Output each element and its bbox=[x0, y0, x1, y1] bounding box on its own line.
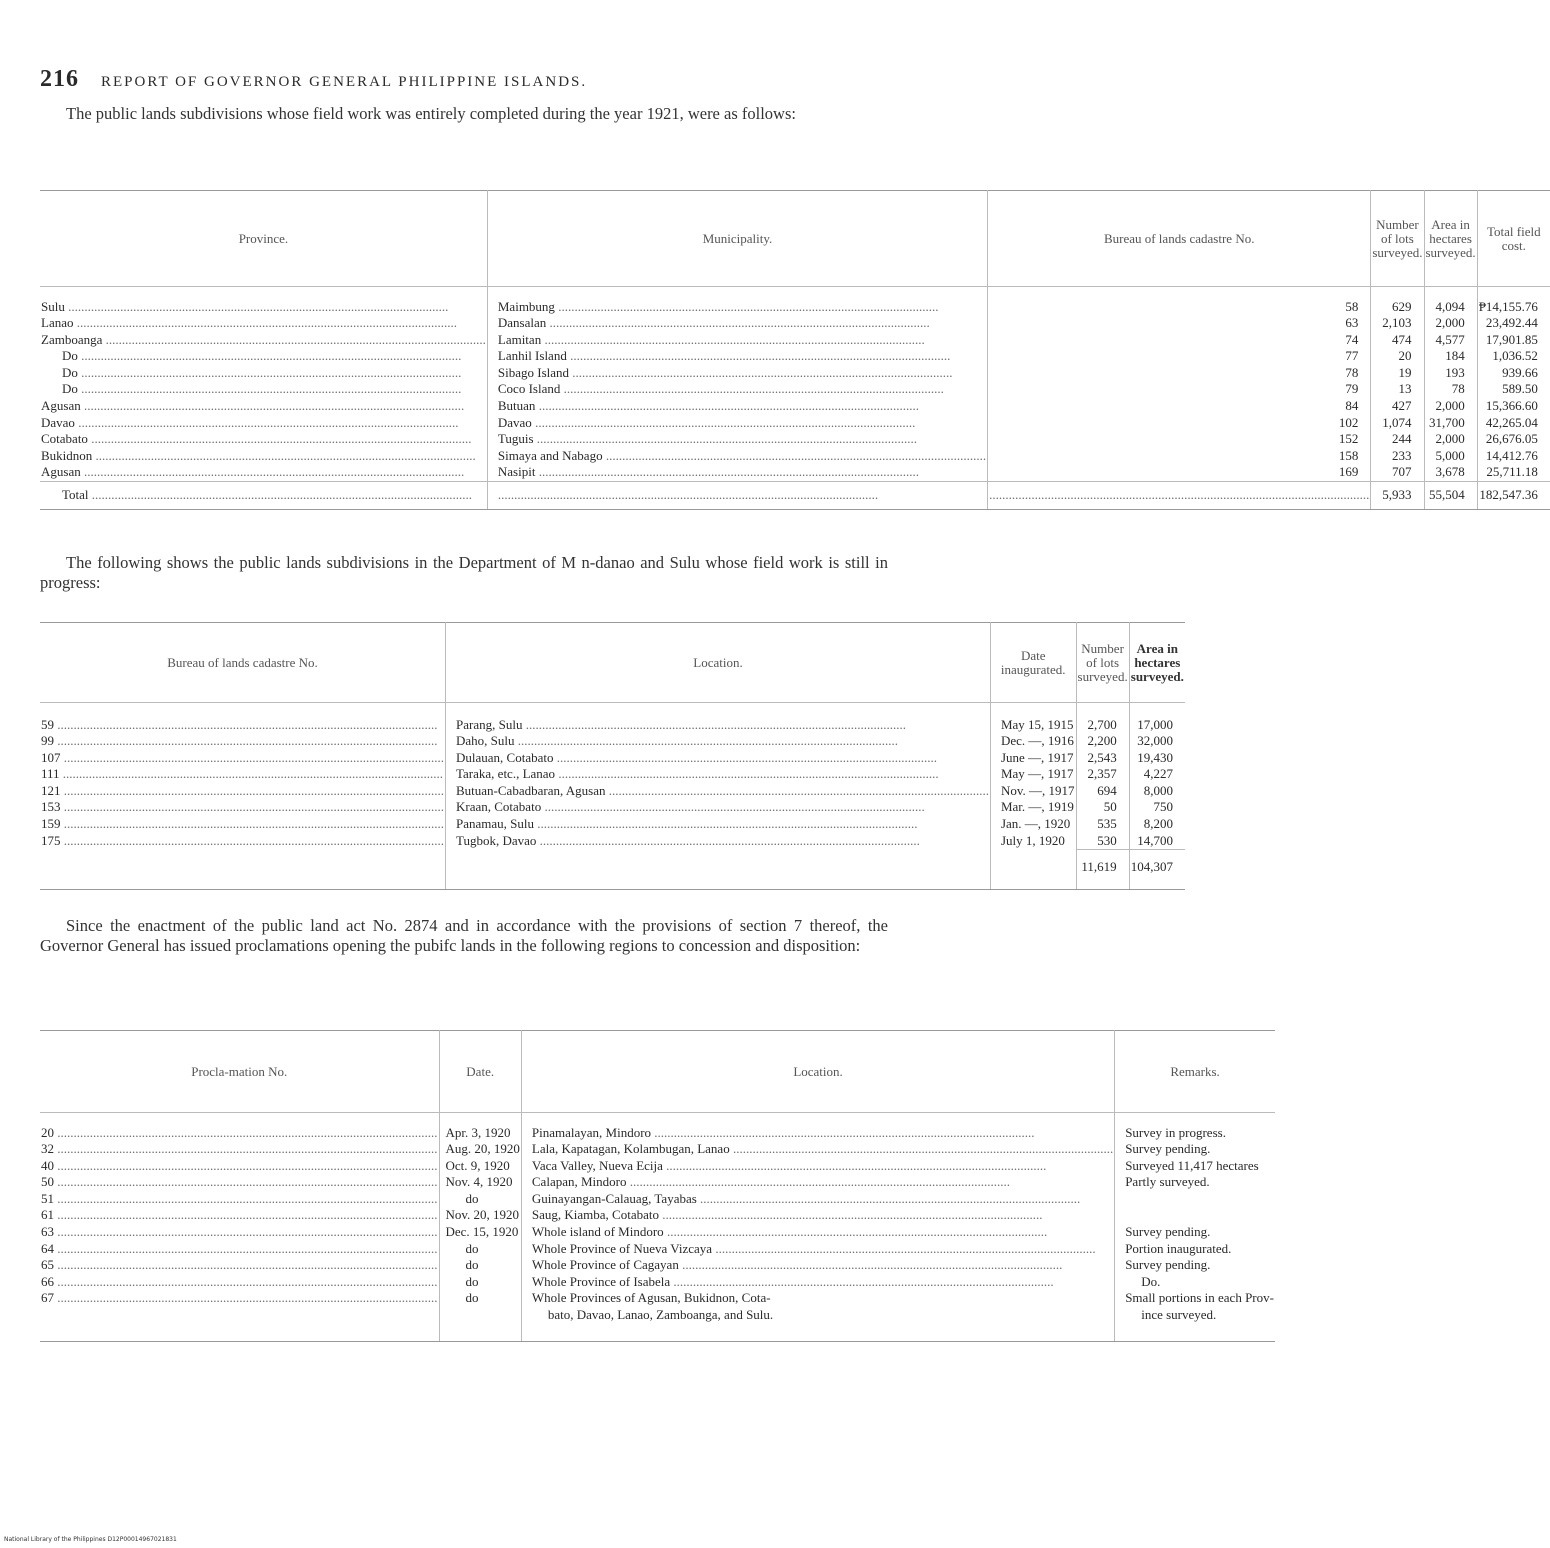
table-row: Do ..... Lanhil Island ..... 77 20 184 1,036.52 bbox=[40, 348, 1550, 365]
table-row: 20 ..... Apr. 3, 1920 Pinamalayan, Mindoro ..... Survey in progress. bbox=[40, 1125, 1275, 1142]
table-header-row bbox=[40, 1031, 1275, 1113]
paragraph-proclamations-intro: Since the enactment of the public land act No. 2874 and in accordance with the provisions of section 7 thereof, the Governor General has issued proclamations opening the pubifc lands in the following regions to concession and disposition: bbox=[40, 916, 888, 955]
running-title: REPORT OF GOVERNOR GENERAL PHILIPPINE ISLANDS. bbox=[101, 74, 588, 90]
table-row: 111 ..... Taraka, etc., Lanao ..... May —, 1917 2,357 4,227 bbox=[40, 766, 1185, 783]
table-row: 159 ..... Panamau, Sulu ..... Jan. —, 1920 535 8,200 bbox=[40, 816, 1185, 833]
paragraph-completed-intro: The public lands subdivisions whose field work was entirely completed during the year 1921, were as follows: bbox=[66, 104, 796, 123]
total-lots: 5,933 bbox=[1371, 482, 1424, 510]
table-row: 51 ..... do Guinayangan-Calauag, Tayabas ..... bbox=[40, 1191, 1275, 1208]
col-header-cost: Total field cost. bbox=[1477, 191, 1550, 287]
table-header-row bbox=[40, 191, 1550, 287]
table-row: Agusan ..... Nasipit ..... 169 707 3,678 25,711.18 bbox=[40, 464, 1550, 481]
col-header-area: Area in hectares surveyed. bbox=[1424, 191, 1477, 287]
table-row: 61 ..... Nov. 20, 1920 Saug, Kiamba, Cotabato ..... bbox=[40, 1207, 1275, 1224]
completed-subdivisions-table bbox=[40, 190, 1550, 510]
col-header-cadastre: Bureau of lands cadastre No. bbox=[988, 191, 1371, 287]
col-header-municipality: Municipality. bbox=[487, 191, 987, 287]
table-row: 65 ..... do Whole Province of Cagayan ..... Survey pending. bbox=[40, 1257, 1275, 1274]
col-header-location: Location. bbox=[446, 623, 991, 703]
table-row-continuation: bato, Davao, Lanao, Zamboanga, and Sulu. ince surveyed. bbox=[40, 1307, 1275, 1341]
col-header-cadastre: Bureau of lands cadastre No. bbox=[40, 623, 446, 703]
table-header-row bbox=[40, 623, 1185, 703]
table-row: 63 ..... Dec. 15, 1920 Whole island of Mindoro ..... Survey pending. bbox=[40, 1224, 1275, 1241]
table-total-row bbox=[40, 482, 1550, 510]
proclamations-table bbox=[40, 1030, 1275, 1342]
table-row: 59 ..... Parang, Sulu ..... May 15, 1915 2,700 17,000 bbox=[40, 717, 1185, 734]
total-lots: 11,619 bbox=[1076, 850, 1129, 890]
table-row: 107 ..... Dulauan, Cotabato ..... June —, 1917 2,543 19,430 bbox=[40, 750, 1185, 767]
total-label: Total ..... bbox=[40, 482, 487, 510]
col-header-remarks: Remarks. bbox=[1115, 1031, 1275, 1113]
running-head bbox=[40, 66, 900, 93]
table-row: 67 ..... do Whole Provinces of Agusan, Bukidnon, Cota- Small portions in each Prov- bbox=[40, 1290, 1275, 1307]
table-row: 121 ..... Butuan-Cabadbaran, Agusan ..... Nov. —, 1917 694 8,000 bbox=[40, 783, 1185, 800]
total-area: 55,504 bbox=[1424, 482, 1477, 510]
table-row: 32 ..... Aug. 20, 1920 Lala, Kapatagan, Kolambugan, Lanao ..... Survey pending. bbox=[40, 1141, 1275, 1158]
col-header-proclamation: Procla-mation No. bbox=[40, 1031, 439, 1113]
table-row: 66 ..... do Whole Province of Isabela ..... Do. bbox=[40, 1274, 1275, 1291]
in-progress-subdivisions-table bbox=[40, 622, 1185, 890]
table-row: Do ..... Coco Island ..... 79 13 78 589.50 bbox=[40, 381, 1550, 398]
table-total-row bbox=[40, 850, 1185, 890]
table-row: Lanao ..... Dansalan ..... 63 2,103 2,000 23,492.44 bbox=[40, 315, 1550, 332]
table-row: Sulu ..... Maimbung ..... 58 629 4,094 ₱14,155.76 bbox=[40, 299, 1550, 316]
table-row: 64 ..... do Whole Province of Nueva Vizcaya ..... Portion inaugurated. bbox=[40, 1241, 1275, 1258]
table-row: 50 ..... Nov. 4, 1920 Calapan, Mindoro ..... Partly surveyed. bbox=[40, 1174, 1275, 1191]
table-row: Davao ..... Davao ..... 102 1,074 31,700 42,265.04 bbox=[40, 415, 1550, 432]
table-row: Agusan ..... Butuan ..... 84 427 2,000 15,366.60 bbox=[40, 398, 1550, 415]
col-header-area: Area in hectares surveyed. bbox=[1129, 623, 1185, 703]
col-header-lots: Number of lots surveyed. bbox=[1371, 191, 1424, 287]
table-row: Do ..... Sibago Island ..... 78 19 193 939.66 bbox=[40, 365, 1550, 382]
total-area: 104,307 bbox=[1129, 850, 1185, 890]
table-row: Bukidnon ..... Simaya and Nabago ..... 158 233 5,000 14,412.76 bbox=[40, 448, 1550, 465]
col-header-date: Date inaugurated. bbox=[990, 623, 1076, 703]
col-header-date: Date. bbox=[439, 1031, 521, 1113]
col-header-location: Location. bbox=[521, 1031, 1114, 1113]
col-header-lots: Number of lots surveyed. bbox=[1076, 623, 1129, 703]
table-row: 40 ..... Oct. 9, 1920 Vaca Valley, Nueva Ecija ..... Surveyed 11,417 hectares bbox=[40, 1158, 1275, 1175]
table-row: 175 ..... Tugbok, Davao ..... July 1, 1920 530 14,700 bbox=[40, 833, 1185, 850]
col-header-province: Province. bbox=[40, 191, 487, 287]
table-row: Zamboanga ..... Lamitan ..... 74 474 4,577 17,901.85 bbox=[40, 332, 1550, 349]
paragraph-in-progress-intro: The following shows the public lands subdivisions in the Department of M n-danao and Sulu whose field work is still in progress: bbox=[40, 553, 888, 592]
page-number: 216 bbox=[40, 66, 79, 92]
table-row: 99 ..... Daho, Sulu ..... Dec. —, 1916 2,200 32,000 bbox=[40, 733, 1185, 750]
total-cost: 182,547.36 bbox=[1477, 482, 1550, 510]
scan-footer: National Library of the Philippines D12P00014967021831 bbox=[4, 1536, 177, 1543]
table-row: 153 ..... Kraan, Cotabato ..... Mar. —, 1919 50 750 bbox=[40, 799, 1185, 816]
table-row: Cotabato ..... Tuguis ..... 152 244 2,000 26,676.05 bbox=[40, 431, 1550, 448]
